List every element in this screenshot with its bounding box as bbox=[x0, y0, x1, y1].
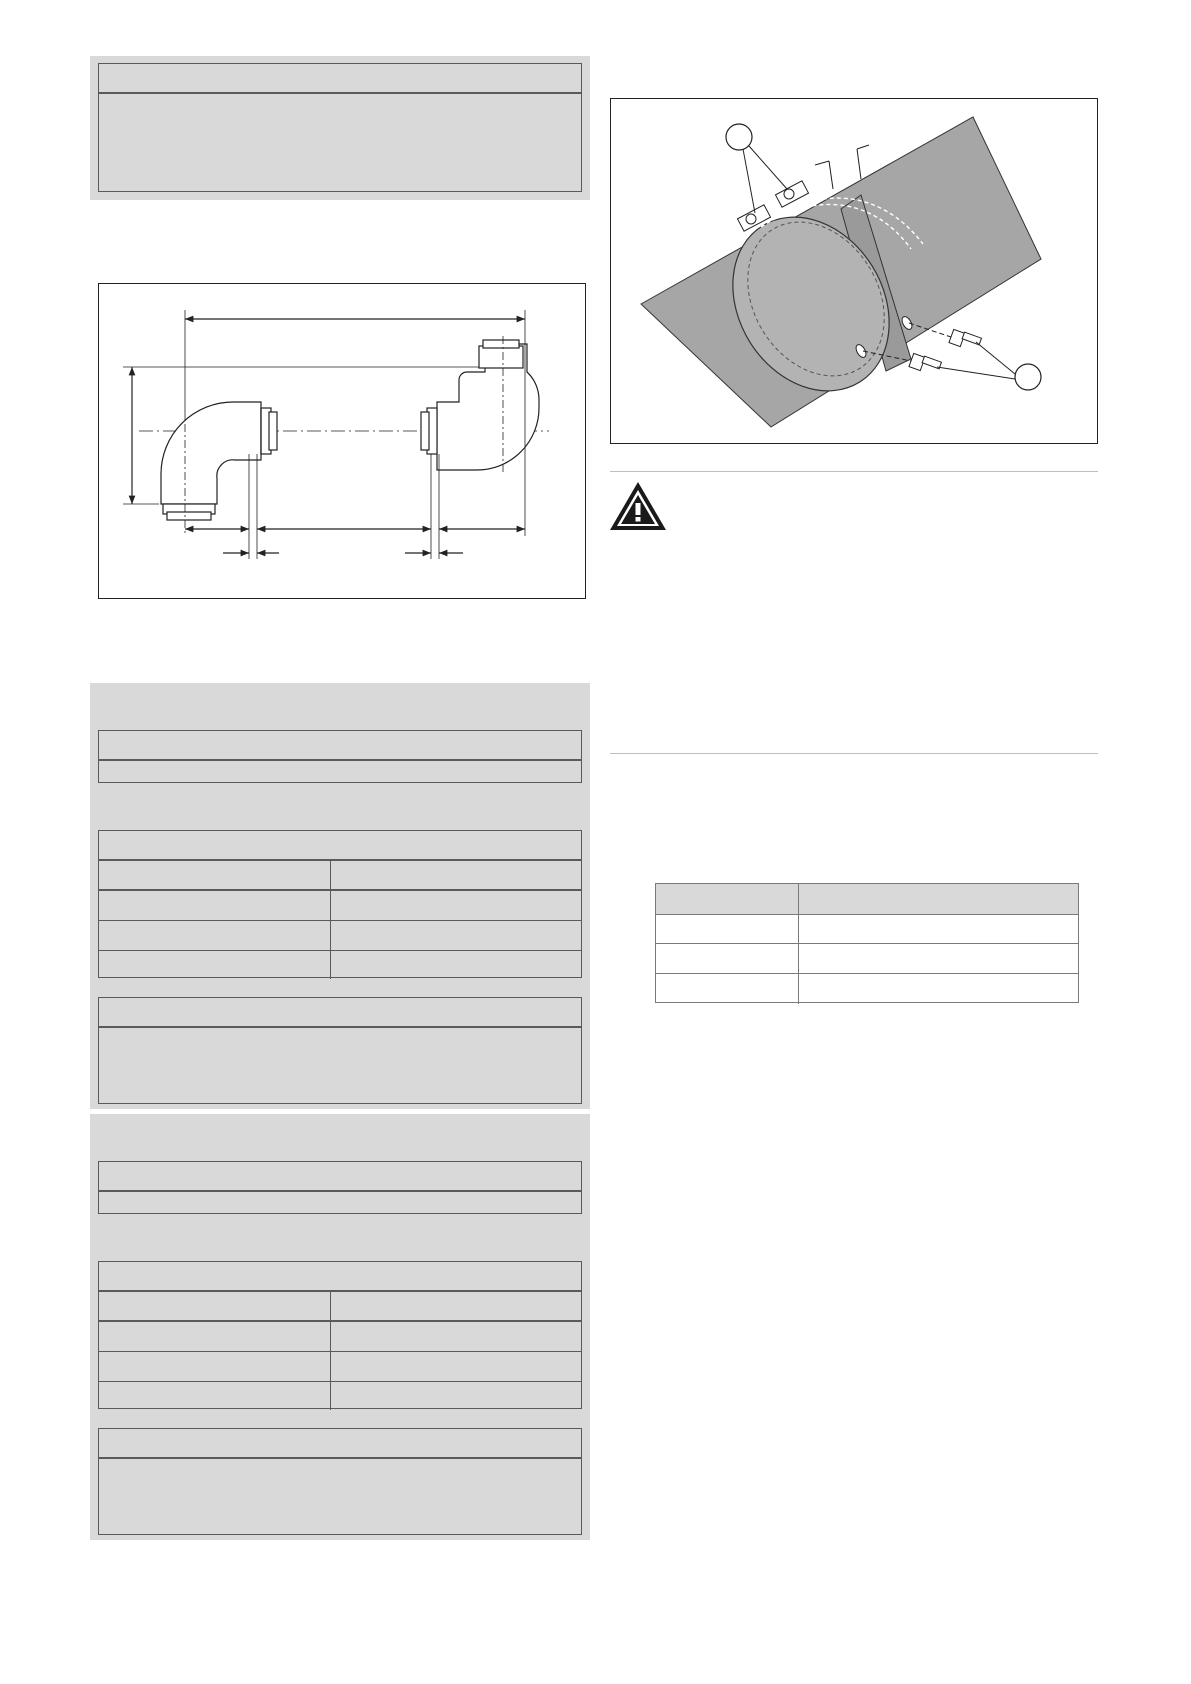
info-box-b-table bbox=[98, 1261, 582, 1409]
elbow-dimension-figure bbox=[98, 283, 586, 599]
warning-icon bbox=[608, 480, 668, 532]
info-box-a-table-row bbox=[99, 949, 581, 979]
info-box-a-note-1-header bbox=[99, 731, 581, 761]
info-box-b-note-1-header bbox=[99, 1162, 581, 1192]
info-box-a bbox=[90, 683, 590, 1109]
right-table-row bbox=[656, 914, 1078, 944]
info-box-b-table-header bbox=[99, 1262, 581, 1292]
right-table bbox=[655, 883, 1079, 1003]
info-box-b bbox=[90, 1114, 590, 1540]
info-box-a-table-row bbox=[99, 861, 581, 891]
right-table-header bbox=[656, 884, 1078, 915]
info-box-a-table-row bbox=[99, 921, 581, 951]
info-box-b-table-row bbox=[99, 1322, 581, 1352]
info-box-b-note-1 bbox=[98, 1161, 582, 1214]
info-box-a-table-row bbox=[99, 891, 581, 921]
info-box-b-table-row bbox=[99, 1352, 581, 1382]
info-box-b-table-row bbox=[99, 1380, 581, 1410]
info-box-a-note-1 bbox=[98, 730, 582, 783]
info-box-a-note-2-header bbox=[99, 998, 581, 1028]
info-box-top-header bbox=[99, 64, 581, 94]
right-table-row bbox=[656, 944, 1078, 974]
info-box-a-table-header bbox=[99, 831, 581, 861]
elbow-dimension-drawing bbox=[99, 284, 587, 600]
pipe-clamp-drawing bbox=[611, 99, 1099, 445]
pipe-clamp-figure bbox=[610, 98, 1098, 444]
info-box-a-table bbox=[98, 830, 582, 978]
warning-bottom-rule bbox=[610, 753, 1098, 754]
info-box-top bbox=[90, 56, 590, 200]
info-box-b-note-2 bbox=[98, 1428, 582, 1535]
warning-top-rule bbox=[610, 471, 1098, 472]
info-box-b-note-2-header bbox=[99, 1429, 581, 1459]
info-box-top-panel bbox=[98, 63, 582, 192]
info-box-a-note-2 bbox=[98, 997, 582, 1104]
info-box-b-table-row bbox=[99, 1292, 581, 1322]
right-table-row bbox=[656, 974, 1078, 1004]
